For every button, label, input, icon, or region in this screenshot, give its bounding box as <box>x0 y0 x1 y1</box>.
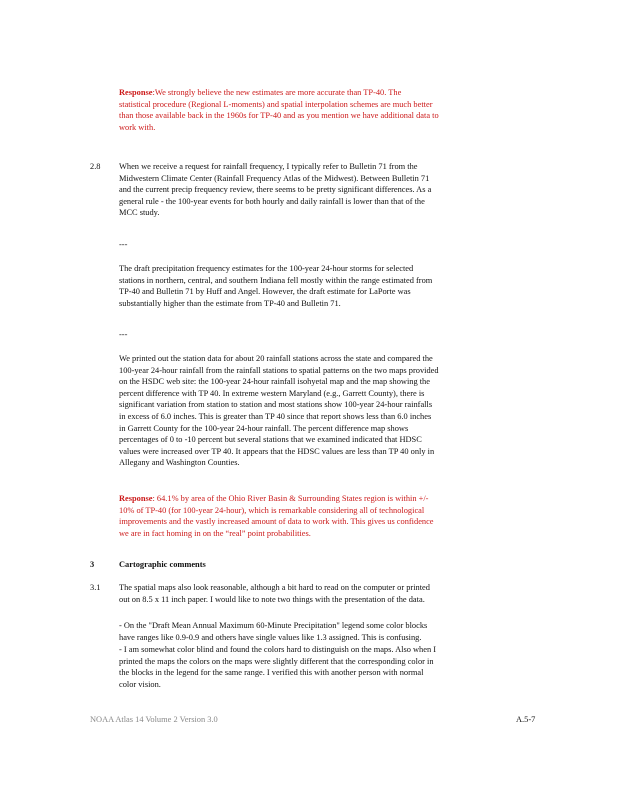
response-1-line-1: Response:We strongly believe the new estimates are more accurate than TP-40. The <box>119 88 402 97</box>
separator-2: --- <box>119 330 128 339</box>
section-3-1-number: 3.1 <box>90 583 101 592</box>
response-2-line-1: Response: 64.1% by area of the Ohio River Basin & Surrounding States region is within +/- <box>119 494 429 503</box>
section-3-title: Cartographic comments <box>119 560 206 569</box>
section-3-1-bullet-2: - I am somewhat color blind and found the colors hard to distinguish on the maps. Also when I printed the maps the colors on the maps were slightly different that the corresponding color in the blocks in the legend for the same range. I verified this with another person with normal color vision. <box>119 645 437 689</box>
response-1 <box>119 87 537 133</box>
section-3-number: 3 <box>90 560 95 569</box>
footer-title: NOAA Atlas 14 Volume 2 Version 3.0 <box>90 715 218 724</box>
response-1-line-4: work with. <box>119 122 156 132</box>
separator-1: --- <box>119 240 128 249</box>
response-2: Response: 64.1% by area of the Ohio River Basin & Surrounding States region is within +/- 10% of TP-40 (for 100-year 24-hour), which is remarkable considering all of technological improvements and the vastly increased amount of data to work with. This gives us confidence we are in fact homing in on the “real” point probabilities. <box>119 493 537 539</box>
footer-page-number: A.5-7 <box>516 715 536 724</box>
response-1-label: Response <box>119 88 153 97</box>
section-3-1-bullet-1: - On the "Draft Mean Annual Maximum 60-Minute Precipitation" legend some color blocks have ranges like 0.9-0.9 and others have single values like 1.3 assigned. This is confusing. <box>119 621 428 642</box>
response-1-line-3: than those available back in the 1960s for TP-40 and as you mention we have additional data to <box>119 111 439 121</box>
section-2-8-para-2: The draft precipitation frequency estimates for the 100-year 24-hour storms for selected stations in northern, central, and southern Indiana fell mostly within the range estimated from TP-40 and Bulletin 71 by Huff and Angel. However, the draft estimate for LaPorte was substantially higher than the estimate from TP-40 and Bulletin 71. <box>119 264 433 308</box>
section-2-8-number: 2.8 <box>90 162 101 171</box>
section-3-1-para-1: The spatial maps also look reasonable, although a bit hard to read on the computer or printed out on 8.5 x 11 inch paper. I would like to note two things with the presentation of the data. <box>119 583 430 604</box>
response-2-label: Response <box>119 494 153 503</box>
section-2-8-para-1: When we receive a request for rainfall frequency, I typically refer to Bulletin 71 from the Midwestern Climate Center (Rainfall Frequency Atlas of the Midwest). Between Bulletin 71 and the current precip frequency review, there seems to be pretty significant differences. As a general rule - the 100-year events for both hourly and daily rainfall is lower than that of the MCC study. <box>119 162 432 218</box>
section-2-8-para-3: We printed out the station data for about 20 rainfall stations across the state and compared the 100-year 24-hour rainfall from the rainfall stations to spatial patterns on the two maps provided on the HSDC web site: the 100-year 24-hour rainfall isohyetal map and the map showing the percent difference with TP 40. In extreme western Maryland (e.g., Garrett County), there is significant variation from station to station and most stations show 100-year 24-hour rainfalls in excess of 6.0 inches. This is greater than TP 40 since that report shows less than 6.0 inches in Garrett County for the 100-year 24-hour rainfall. The percent difference map shows percentages of 0 to -10 percent but several stations that we examined indicated that HDSC values were increased over TP 40. It appears that the HDSC values are less than TP 40 only in Allegany and Washington Counties. <box>119 354 439 468</box>
response-1-line-2: statistical procedure (Regional L-moments) and spatial interpolation schemes are much better <box>119 99 433 109</box>
